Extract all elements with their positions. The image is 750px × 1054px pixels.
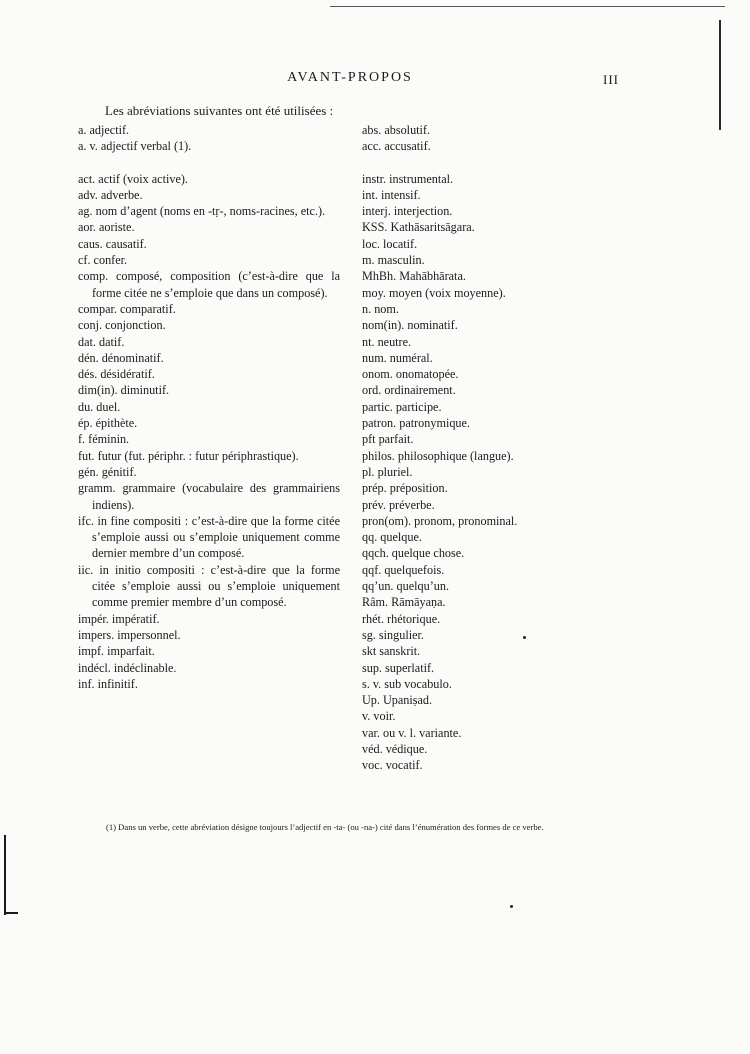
abbreviation-entry: abs. absolutif. xyxy=(362,123,431,137)
abbreviation-entry: interj. interjection. xyxy=(362,204,453,219)
abbreviation-entry: rhét. rhétorique. xyxy=(362,611,441,626)
scan-speck xyxy=(510,905,513,908)
page-number: III xyxy=(603,72,619,87)
abbreviation-entry: ord. ordinairement. xyxy=(362,383,456,398)
abbreviation-entry: partic. participe. xyxy=(362,399,442,414)
abbreviation-entry: impér. impératif. xyxy=(78,611,160,626)
abbreviation-entry: impf. imparfait. xyxy=(78,644,155,659)
top-rule xyxy=(330,6,725,7)
abbreviation-entry: indécl. indéclinable. xyxy=(78,660,177,675)
abbreviation-entry: caus. causatif. xyxy=(78,236,147,251)
abbreviation-entry: onom. onomatopée. xyxy=(362,367,459,382)
page-title: AVANT-PROPOS xyxy=(287,70,413,85)
abbreviation-entry: patron. patronymique. xyxy=(362,416,470,431)
abbreviation-entry: act. actif (voix active). xyxy=(78,171,188,186)
abbreviation-entry: voc. vocatif. xyxy=(362,758,423,773)
abbreviation-entry: ag. nom d’agent (noms en -tṛ-, noms-racines, etc.). xyxy=(78,204,326,219)
abbreviation-entry: nt. neutre. xyxy=(362,334,412,349)
abbreviation-entry: ép. épithète. xyxy=(78,416,138,431)
page-header xyxy=(0,70,750,90)
abbreviation-entry: var. ou v. l. variante. xyxy=(362,725,462,740)
intro-line: Les abréviations suivantes ont été utilisées : xyxy=(105,103,334,118)
abbreviation-entry: dén. dénominatif. xyxy=(78,350,164,365)
abbreviation-entry: m. masculin. xyxy=(362,253,425,268)
abbreviation-entry: KSS. Kathāsaritsāgara. xyxy=(362,220,475,235)
abbreviation-entry: a. v. adjectif verbal (1). xyxy=(78,139,192,154)
abbreviation-entry: instr. instrumental. xyxy=(362,171,454,186)
abbreviation-entry: du. duel. xyxy=(78,399,121,414)
abbreviation-entry: sup. superlatif. xyxy=(362,660,435,675)
abbreviation-entry: gén. génitif. xyxy=(78,464,137,479)
abbreviation-entry: acc. accusatif. xyxy=(362,139,431,154)
scan-margin-mark xyxy=(4,835,6,915)
abbreviation-entry: aor. aoriste. xyxy=(78,220,135,235)
abbreviation-entry: comp. composé, composition (c’est-à-dire que la forme citée ne s’emploie que dans un composé). xyxy=(78,269,340,300)
abbreviation-entry: nom(in). nominatif. xyxy=(362,318,458,333)
scan-speck xyxy=(523,636,526,639)
abbreviation-entry: MhBh. Mahābhārata. xyxy=(362,269,466,284)
abbreviation-entry: num. numéral. xyxy=(362,350,433,365)
abbreviation-entry: véd. védique. xyxy=(362,741,428,756)
abbreviation-entry: cf. confer. xyxy=(78,253,128,268)
footnote: (1) Dans un verbe, cette abréviation désigne toujours l’adjectif en -ta- (ou -na-) cité dans l’énumération des formes de ce verbe. xyxy=(106,822,544,832)
abbreviation-entry: gramm. grammaire (vocabulaire des grammairiens indiens). xyxy=(78,481,340,512)
abbreviation-entry: Râm. Rāmāyaṇa. xyxy=(362,595,446,610)
abbreviation-entry: sg. singulier. xyxy=(362,627,424,642)
abbreviation-entry: dés. désidératif. xyxy=(78,367,155,382)
abbreviation-entry: pl. pluriel. xyxy=(362,464,413,479)
abbreviation-entry: fut. futur (fut. périphr. : futur périphrastique). xyxy=(78,448,299,463)
abbreviation-entry: pron(om). pronom, pronominal. xyxy=(362,513,518,528)
abbreviation-entry: qq’un. quelqu’un. xyxy=(362,579,449,594)
abbreviation-entry: f. féminin. xyxy=(78,432,130,447)
abbreviation-entry: adv. adverbe. xyxy=(78,187,143,202)
abbreviation-entry: dat. datif. xyxy=(78,334,125,349)
abbreviation-entry: qq. quelque. xyxy=(362,530,422,545)
abbreviation-entry: compar. comparatif. xyxy=(78,301,176,316)
abbreviation-entry: moy. moyen (voix moyenne). xyxy=(362,285,506,300)
abbreviation-entry: dim(in). diminutif. xyxy=(78,383,170,398)
scan-margin-mark xyxy=(4,912,18,914)
abbreviation-entry: qqch. quelque chose. xyxy=(362,546,465,561)
abbreviation-entry: pft parfait. xyxy=(362,432,414,447)
abbreviation-entry: n. nom. xyxy=(362,301,399,316)
abbreviation-entry: conj. conjonction. xyxy=(78,318,166,333)
abbreviation-entry: impers. impersonnel. xyxy=(78,627,181,642)
abbreviations-right-column xyxy=(362,122,622,774)
abbreviation-entry: a. adjectif. xyxy=(78,123,130,137)
abbreviation-entry: prév. préverbe. xyxy=(362,497,435,512)
abbreviations-left-column xyxy=(78,122,340,692)
abbreviation-entry: skt sanskrit. xyxy=(362,644,421,659)
abbreviation-entry: iic. in initio compositi : c’est-à-dire que la forme citée s’emploie aussi ou s’emploie uniquement comme premier membre d’un composé. xyxy=(78,562,340,610)
abbreviation-entry: loc. locatif. xyxy=(362,236,418,251)
abbreviation-entry: ifc. in fine compositi : c’est-à-dire que la forme citée s’emploie aussi ou s’emploie uniquement comme dernier membre d’un composé. xyxy=(78,513,340,561)
abbreviation-entry: qqf. quelquefois. xyxy=(362,562,445,577)
abbreviation-entry: inf. infinitif. xyxy=(78,676,138,691)
abbreviation-entry: v. voir. xyxy=(362,709,396,724)
abbreviation-entry: s. v. sub vocabulo. xyxy=(362,676,452,691)
abbreviation-entry: prép. préposition. xyxy=(362,481,448,496)
abbreviation-entry: int. intensif. xyxy=(362,187,421,202)
abbreviation-entry: philos. philosophique (langue). xyxy=(362,448,514,463)
abbreviation-entry: Up. Upaniṣad. xyxy=(362,693,433,708)
